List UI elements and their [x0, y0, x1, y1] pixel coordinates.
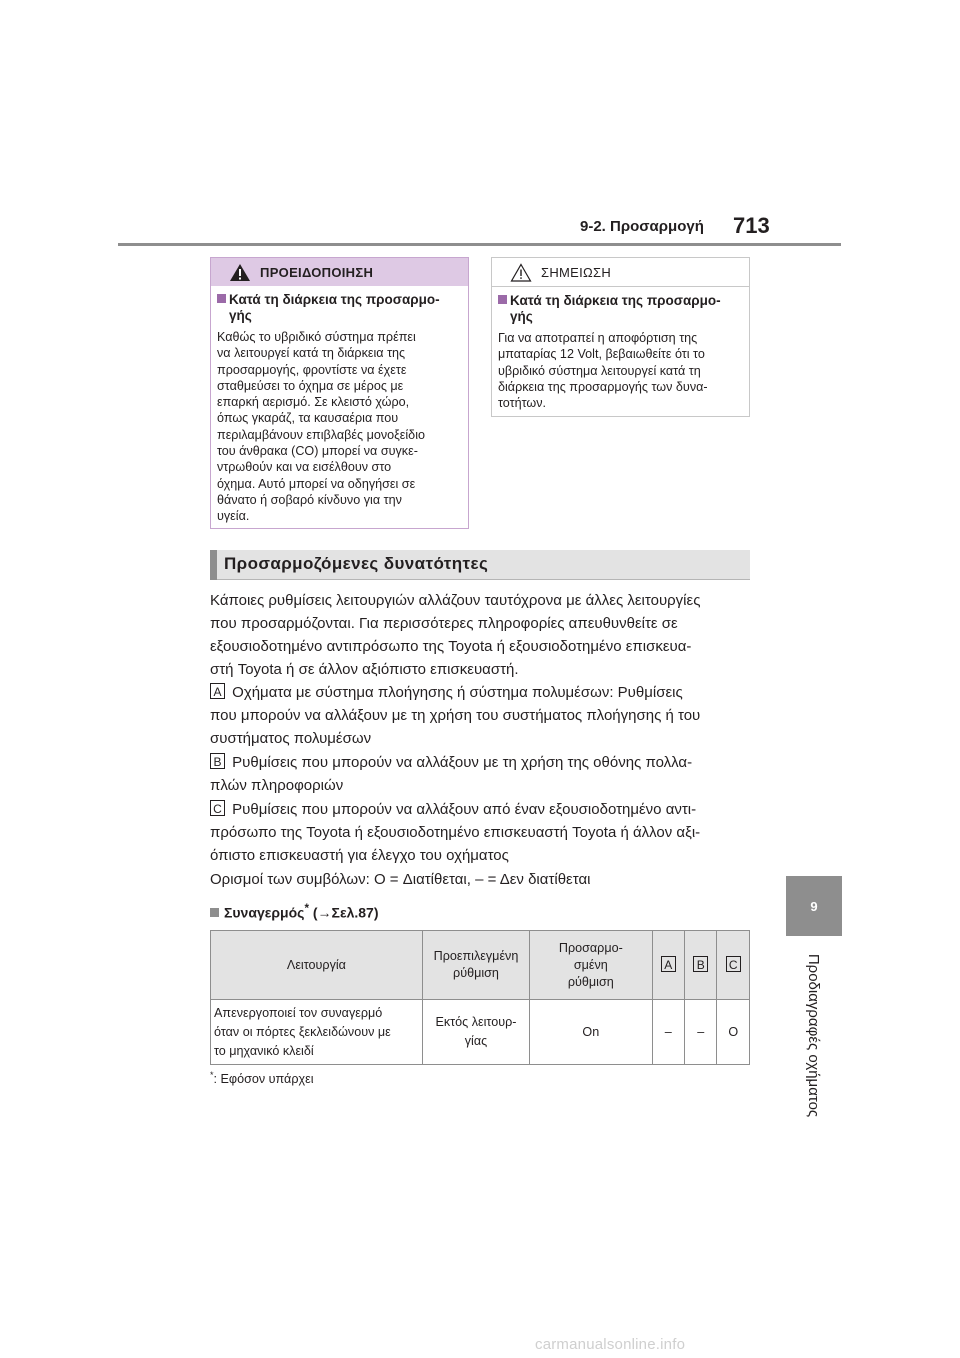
letter-a-box: A [661, 956, 676, 972]
header-a [652, 931, 684, 1000]
warning-triangle-icon [229, 263, 251, 282]
section-marker [210, 550, 217, 580]
notice-body [492, 287, 749, 411]
cell-custom: On [530, 1000, 652, 1065]
header-divider [118, 243, 841, 246]
cell-function-line: όταν οι πόρτες ξεκλειδώνουν με [214, 1024, 391, 1039]
letter-b-box: B [210, 753, 225, 769]
footnote-text: : Εφόσον υπάρχει [213, 1072, 314, 1087]
watermark: carmanualsonline.info [535, 1336, 686, 1353]
cell-a: – [652, 1000, 684, 1065]
letter-a-box: A [210, 683, 225, 699]
footnote [210, 1070, 314, 1086]
warning-header [211, 258, 468, 286]
notice-line: υβριδικό σύστημα λειτουργεί κατά τη [498, 363, 701, 378]
intro-paragraph [210, 589, 755, 681]
table-row [211, 1000, 750, 1065]
cell-default [422, 1000, 529, 1065]
square-bullet-icon [210, 908, 219, 917]
notice-triangle-icon [510, 263, 532, 282]
notice-line: διάρκεια της προσαρμογής των δυνα- [498, 379, 708, 394]
letter-b-box: B [693, 956, 708, 972]
item-line: Ρυθμίσεις που μπορούν να αλλάξουν από έναν εξουσιοδοτημένο αντι- [228, 801, 697, 818]
section-heading [210, 550, 750, 580]
square-bullet-icon [217, 294, 226, 303]
notice-header [492, 258, 749, 287]
item-line: Ρυθμίσεις που μπορούν να αλλάξουν με τη χρήση της οθόνης πολλα- [228, 754, 693, 771]
warning-line: Καθώς το υβριδικό σύστημα πρέπει [217, 330, 416, 344]
customization-table [210, 930, 750, 1065]
header-function: Λειτουργία [211, 931, 423, 1000]
warning-line: προσαρμογής, φροντίστε να έχετε [217, 362, 407, 377]
letter-c-box: C [210, 800, 225, 816]
notice-subtitle-line: γής [510, 309, 533, 324]
chapter-tab [786, 876, 842, 936]
intro-line: στή Toyota ή σε άλλον αξιόπιστο επισκευαστή. [210, 661, 519, 678]
square-bullet-icon [498, 295, 507, 304]
warning-box [210, 257, 469, 529]
table-header-row [211, 931, 750, 1000]
header-custom-line: Προσαρμο- [558, 940, 623, 955]
item-line: όπιστο επισκευαστή για έλεγχο του οχήματος [210, 847, 509, 864]
header-b [685, 931, 717, 1000]
chapter-label-text: Προδιαγραφές οχήματος [805, 953, 823, 1118]
warning-subtitle-line: γής [229, 308, 252, 323]
item-line: συστήματος πολυμέσων [210, 730, 372, 747]
item-line: πρόσωπο της Toyota ή εξουσιοδοτημένο επισκευαστή Toyota ή άλλον αξι- [210, 824, 701, 841]
warning-line: υγεία. [217, 509, 250, 524]
chapter-number: 9 [810, 898, 818, 914]
item-line: πλών πληροφοριών [210, 777, 344, 794]
warning-subtitle [217, 292, 462, 324]
alarm-page-ref: (→Σελ.87) [308, 904, 379, 921]
alarm-title: Συναγερμός [224, 904, 305, 921]
warning-subtitle-line: Κατά τη διάρκεια της προσαρμο- [229, 292, 440, 307]
warning-line: θάνατο ή σοβαρό κίνδυνο για την [217, 492, 402, 507]
section-title: Προσαρμοζόμενες δυνατότητες [224, 554, 489, 573]
header-custom-line: ρύθμιση [567, 974, 614, 989]
warning-line: επαρκή αερισμό. Σε κλειστό χώρο, [217, 395, 410, 410]
header-default [422, 931, 529, 1000]
warning-text [217, 329, 462, 525]
item-a [210, 681, 755, 750]
notice-line: τοτήτων. [498, 396, 547, 411]
warning-title: ΠΡΟΕΙΔΟΠΟΙΗΣΗ [260, 264, 374, 280]
intro-line: Κάποιες ρυθμίσεις λειτουργιών αλλάζουν ταυτόχρονα με άλλες λειτουργίες [210, 592, 701, 609]
cell-default-line: Εκτός λειτουρ- [435, 1015, 517, 1029]
notice-subtitle [498, 293, 743, 325]
warning-line: του άνθρακα (CO) μπορεί να συγκε- [217, 444, 418, 459]
alarm-footnote-mark: * [304, 902, 309, 915]
header-default-line: Προεπιλεγμένη [433, 949, 519, 963]
chapter-label [786, 948, 842, 1123]
cell-b: – [685, 1000, 717, 1065]
intro-line: εξουσιοδοτημένο αντιπρόσωπο της Toyota ή εξουσιοδοτημένο επισκευα- [210, 638, 692, 655]
notice-line: μπαταρίας 12 Volt, βεβαιωθείτε ότι το [498, 347, 705, 362]
cell-function [211, 1000, 423, 1065]
notice-text [498, 330, 743, 411]
section-header: 9-2. Προσαρμογή [580, 218, 704, 235]
notice-subtitle-line: Κατά τη διάρκεια της προσαρμο- [510, 293, 721, 308]
warning-body [211, 286, 468, 525]
header-c [717, 931, 750, 1000]
notice-line: Για να αποτραπεί η αποφόρτιση της [498, 331, 698, 345]
intro-line: που προσαρμόζονται. Για περισσότερες πληροφορίες απευθυνθείτε σε [210, 615, 678, 632]
letter-c-box: C [726, 956, 741, 972]
page-number: 713 [733, 213, 770, 238]
warning-line: όπως γκαράζ, τα καυσαέρια που [217, 411, 399, 426]
item-line: που μπορούν να αλλάξουν με τη χρήση του συστήματος πλοήγησης ή του [210, 707, 701, 724]
header-default-line: ρύθμιση [453, 966, 499, 980]
warning-line: να λειτουργεί κατά τη διάρκεια της [217, 346, 406, 361]
cell-default-line: γίας [464, 1034, 488, 1048]
item-line: Οχήματα με σύστημα πλοήγησης ή σύστημα πολυμέσων: Ρυθμίσεις [228, 684, 683, 701]
warning-line: σταθμεύσει το όχημα σε μέρος με [217, 378, 404, 393]
alarm-heading [210, 902, 379, 921]
header-custom-line: σμένη [573, 957, 608, 972]
notice-box [491, 257, 750, 417]
warning-line: περιλαμβάνουν επιβλαβές μονοξείδιο [217, 427, 425, 442]
symbols-definition: Ορισμοί των συμβόλων: O = Διατίθεται, – = Δεν διατίθεται [210, 871, 591, 888]
warning-line: όχημα. Αυτό μπορεί να οδηγήσει σε [217, 476, 416, 491]
cell-c: O [717, 1000, 750, 1065]
cell-function-line: το μηχανικό κλειδί [214, 1043, 314, 1058]
footnote-mark: * [210, 1070, 214, 1080]
notice-title: ΣΗΜΕΙΩΣΗ [541, 264, 612, 280]
warning-line: ντρωθούν και να εισέλθουν στο [217, 460, 392, 475]
cell-function-line: Απενεργοποιεί τον συναγερμό [214, 1005, 383, 1020]
item-c [210, 798, 755, 867]
item-b [210, 751, 755, 797]
header-custom [530, 931, 652, 1000]
